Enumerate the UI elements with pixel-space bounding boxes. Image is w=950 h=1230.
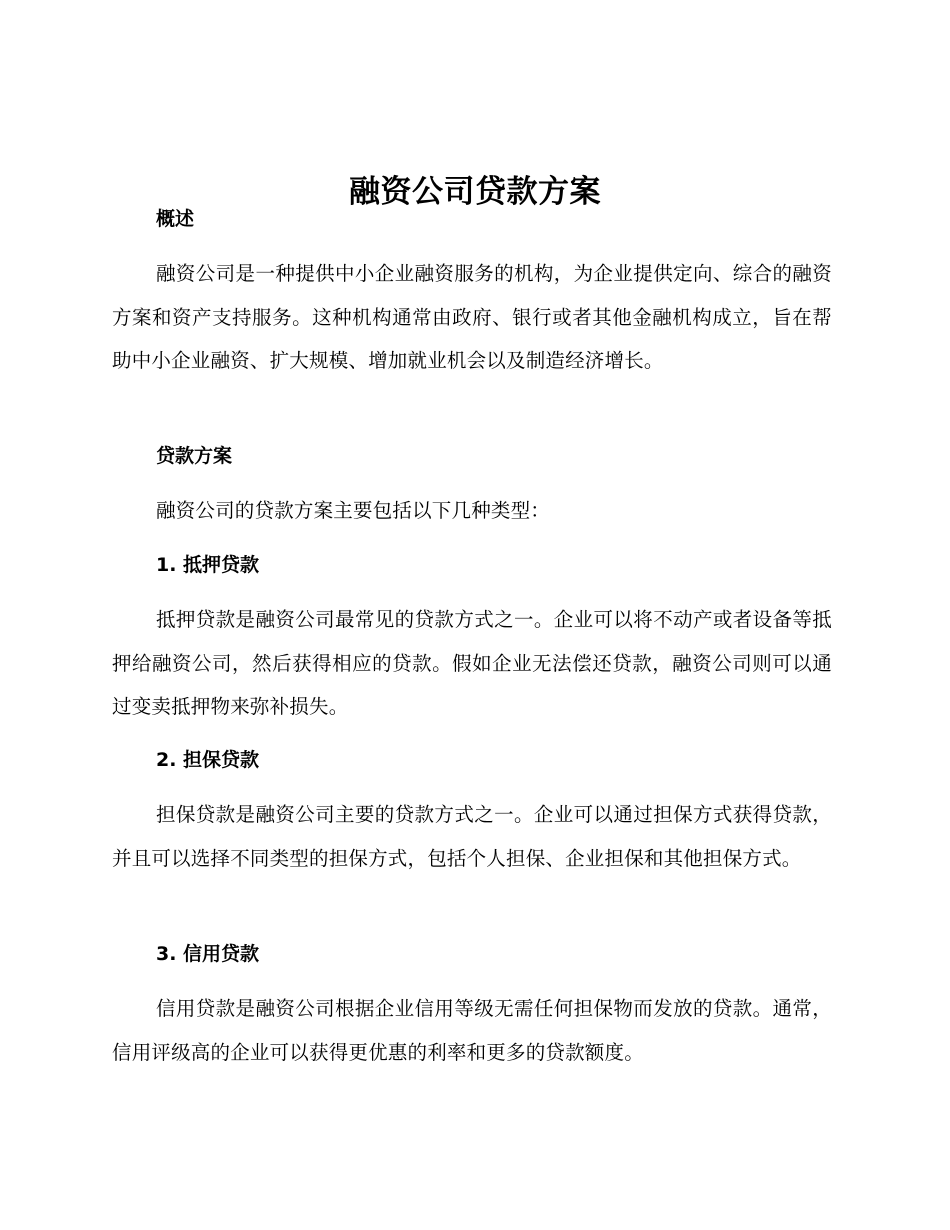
- section-heading-mortgage-loan: 1. 抵押贷款: [156, 554, 260, 576]
- section-heading-loan-plans: 贷款方案: [156, 445, 233, 467]
- document-title: 融资公司贷款方案: [349, 173, 601, 210]
- section-body-guarantee-loan: 担保贷款是融资公司主要的贷款方式之一。企业可以通过担保方式获得贷款，并且可以选择不同类型的担保方式，包括个人担保、企业担保和其他担保方式。: [112, 803, 832, 870]
- section-heading-credit-loan: 3. 信用贷款: [156, 943, 260, 965]
- section-body-loan-plans: 融资公司的贷款方案主要包括以下几种类型：: [156, 499, 551, 522]
- section-body-mortgage-loan: 抵押贷款是融资公司最常见的贷款方式之一。企业可以将不动产或者设备等抵押给融资公司，然后获得相应的贷款。假如企业无法偿还贷款，融资公司则可以通过变卖抵押物来弥补损失。: [112, 608, 832, 718]
- section-heading-overview: 概述: [156, 208, 195, 230]
- section-heading-guarantee-loan: 2. 担保贷款: [156, 749, 260, 771]
- section-body-overview: 融资公司是一种提供中小企业融资服务的机构，为企业提供定向、综合的融资方案和资产支持服务。这种机构通常由政府、银行或者其他金融机构成立，旨在帮助中小企业融资、扩大规模、增加就业机会以及制造经济增长。: [112, 262, 832, 372]
- section-body-credit-loan: 信用贷款是融资公司根据企业信用等级无需任何担保物而发放的贷款。通常，信用评级高的企业可以获得更优惠的利率和更多的贷款额度。: [112, 997, 832, 1064]
